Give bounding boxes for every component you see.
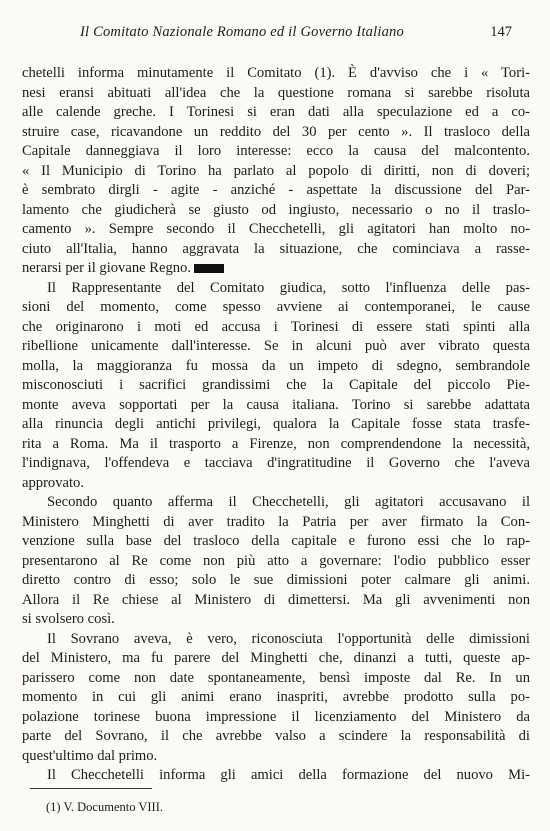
- text-line: camento ». Sempre secondo il Checchetelli, gli agitatori han molto no-: [22, 221, 530, 237]
- text-line: Il Rappresentante del Comitato giudica, sotto l'influenza delle pas-: [47, 279, 530, 296]
- text-line: misconosciuti i sacrifici grandissimi che la Capitale del piccolo Pie-: [22, 377, 530, 393]
- text-line: venzione sulla base del trasloco della capitale e furono essi che lo rap-: [22, 533, 530, 549]
- footnote-rule: [30, 788, 152, 789]
- page-number: 147: [490, 24, 512, 40]
- text-line: si svolsero così.: [22, 611, 115, 627]
- text-line: struire case, ricavandone un reddito del 30 per cento ». Il trasloco della: [22, 123, 530, 140]
- text-line: nesi eransi abituati all'idea che la questione romana si sarebbe risoluta: [22, 84, 530, 101]
- text-line: momento in cui gli animi erano inaspriti, avrebbe prodotto sulla po-: [22, 689, 530, 705]
- text-line: ciuto all'Italia, hanno aggravata la situazione, che cominciava a rasse-: [22, 240, 530, 257]
- text-line: che originarono i moti ed accusa i Torinesi di essere stati spinti alla: [22, 318, 530, 335]
- text-line: sioni del momento, come spesso avviene ai contemporanei, le cause: [22, 299, 530, 315]
- text-line: polazione torinese buona impressione il licenziamento del Ministero da: [22, 708, 530, 725]
- text-line: lamento che giudicherà se giusto od ingiusto, necessario o no il traslo-: [22, 201, 530, 218]
- text-span: nerarsi per il giovane Regno.: [22, 260, 191, 276]
- text-line: chetelli informa minutamente il Comitato (1). È d'avviso che i « Tori-: [22, 65, 530, 81]
- text-line: approvato.: [22, 474, 85, 491]
- text-line: Capitale danneggiava il loro interesse: ecco la causa del malcontento.: [22, 143, 530, 159]
- text-line: Secondo quanto afferma il Checchetelli, gli agitatori accusavano il: [47, 494, 530, 510]
- text-line: alle calende greche. I Torinesi si eran dati alla speculazione ed a co-: [22, 104, 530, 120]
- footnote: (1) V. Documento VIII.: [46, 800, 163, 814]
- body-text: [22, 64, 530, 786]
- text-line: l'indignava, l'offendeva e tacciava d'ingratitudine il Governo che l'aveva: [22, 455, 530, 471]
- text-line: del Ministero, ma fu parere del Minghetti che, dinanzi a tutti, queste ap-: [22, 650, 530, 666]
- text-line: alla rinuncia degli antichi privilegi, qualora la Capitale fosse stata trasfe-: [22, 416, 530, 432]
- text-line: monte aveva sopportati per la causa italiana. Torino si sarebbe adattata: [22, 396, 530, 413]
- text-line: è sembrato dirgli - agite - anziché - aspettate la discussione del Par-: [22, 182, 530, 198]
- text-line: rita a Roma. Ma il trasporto a Firenze, non comprendendone la necessità,: [22, 435, 530, 452]
- running-title: Il Comitato Nazionale Romano ed il Governo Italiano: [80, 24, 404, 40]
- paragraph-end-line: [22, 259, 530, 279]
- page-header: [42, 24, 512, 46]
- text-line: Allora il Re chiese al Ministero di dimettersi. Ma gli avvenimenti non: [22, 591, 530, 608]
- text-line: diretto contro di esso; solo le sue dimissioni poter calmare gli animi.: [22, 572, 530, 588]
- redaction-mark: [194, 264, 224, 273]
- text-line: presentarono al Re come non più atto a governare: l'odio pubblico esser: [22, 552, 530, 569]
- text-line: Il Checchetelli informa gli amici della formazione del nuovo Mi-: [47, 767, 530, 783]
- text-line: molla, la maggioranza fu mossa da un impeto di sdegno, sembrandole: [22, 357, 530, 374]
- text-line: Il Sovrano aveva, è vero, riconosciuta l'opportunità delle dimissioni: [47, 630, 530, 647]
- text-line: parissero come non date spontaneamente, bensì imposte dal Re. In un: [22, 669, 530, 686]
- text-line: ribellione unicamente dall'interesse. Se in alcuni può aver vibrato questa: [22, 338, 530, 354]
- text-line: parte del Sovrano, il che avrebbe valso a scindere la responsabilità di: [22, 728, 530, 744]
- text-line: quest'ultimo dal primo.: [22, 747, 158, 764]
- text-line: Ministero Minghetti di aver tradito la Patria per aver firmato la Con-: [22, 513, 530, 530]
- text-line: « Il Municipio di Torino ha parlato al popolo di diritti, non di doveri;: [22, 162, 530, 179]
